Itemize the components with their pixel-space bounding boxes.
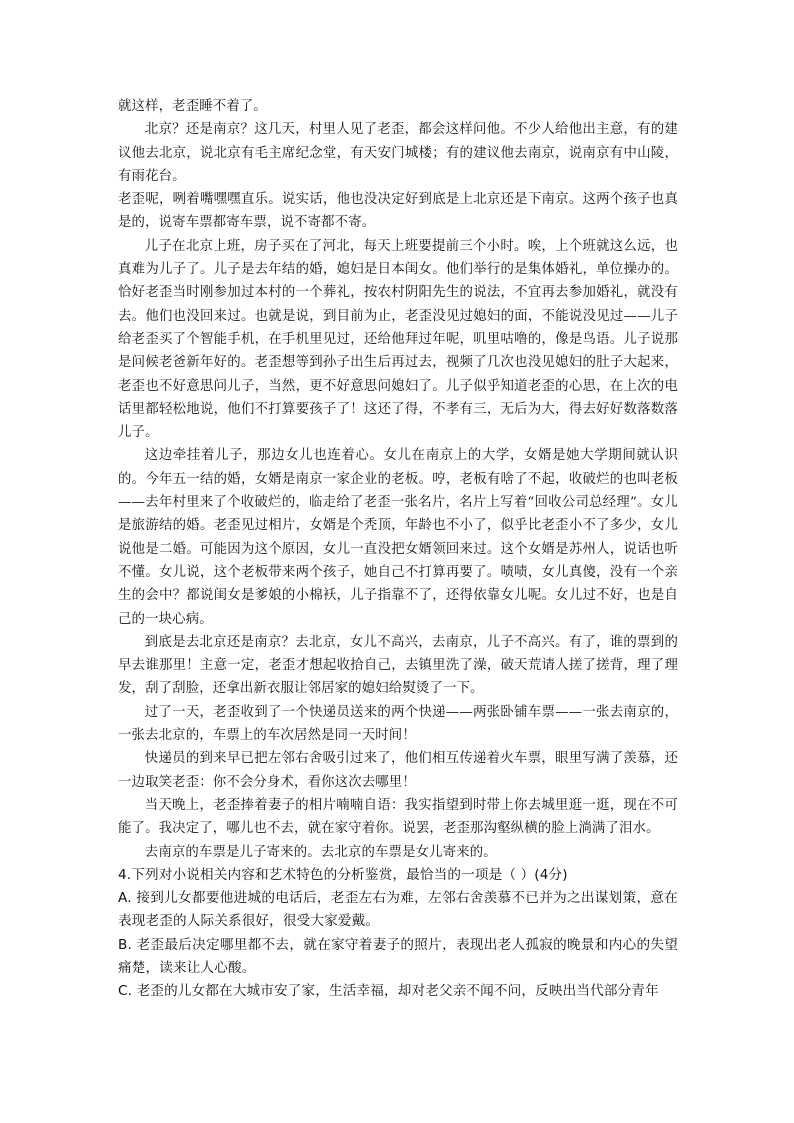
story-paragraph: 过了一天，老歪收到了一个快递员送来的两个快递——两张卧铺车票——一张去南京的，一张去北京的，车票上的车次居然是同一天时间！ [118, 704, 678, 744]
story-paragraph: 儿子在北京上班，房子买在了河北，每天上班要提前三个小时。唉，上个班就这么远，也真难为儿子了。儿子是去年结的婚，媳妇是日本闺女。他们举行的是集体婚礼，单位操办的。恰好老歪当时刚参加过本村的一个葬礼，按农村阴阳先生的说法，不宜再去参加婚礼，就没有去。他们也没回来过。也就是说，到目前为止，老歪没见过媳妇的面，不能说没见过——儿子给老歪买了个智能手机，在手机里见过，还给他拜过年呢，叽里咕噜的，像是鸟语。儿子说那是问候老爸新年好的。老歪想等到孙子出生后再过去，视频了几次也没见媳妇的肚子大起来，老歪也不好意思问儿子，当然，更不好意思问媳妇了。儿子似乎知道老歪的心思，在上次的电话里都轻松地说，他们不打算要孩子了！这还了得，不孝有三，无后为大，得去好好数落数落儿子。 [118, 238, 678, 441]
story-paragraph: 老歪呢，咧着嘴嘿嘿直乐。说实话，他也没决定好到底是上北京还是下南京。这两个孩子也真是的，说寄车票都寄车票，说不寄都不寄。 [118, 192, 678, 231]
story-paragraph: 快递员的到来早已把左邻右舍吸引过来了，他们相互传递着火车票，眼里写满了羡慕，还一边取笑老歪：你不会分身术，看你这次去哪里！ [118, 751, 678, 790]
question-title: 4.下列对小说相关内容和艺术特色的分析鉴赏，最恰当的一项是（ ）(4分) [118, 866, 568, 883]
document-page [118, 95, 678, 1004]
story-paragraph: 这边牵挂着儿子，那边女儿也连着心。女儿在南京上的大学，女婿是她大学期间就认识的。今年五一结的婚，女婿是南京一家企业的老板。哼，老板有啥了不起，收破烂的也叫老板——去年村里来了个收破烂的，临走给了老歪一张名片，名片上写着“回收公司总经理”。女儿是旅游结的婚。老歪见过相片，女婿是个秃顶，年龄也不小了，似乎比老歪小不了多少，女儿说他是二婚。可能因为这个原因，女儿一直没把女婿领回来过。这个女婿是苏州人，说话也听不懂。女儿说，这个老板带来两个孩子，她自己不打算再要了。啧啧，女儿真傻，没有一个亲生的会中？都说闺女是爹娘的小棉袄，儿子指靠不了，还得依靠女儿呢。女儿过不好，也是自己的一块心病。 [118, 448, 678, 627]
option-b: B. 老歪最后决定哪里都不去，就在家守着妻子的照片，表现出老人孤寂的晚景和内心的失望痛楚，读来让人心酸。 [118, 936, 678, 976]
story-paragraph: 当天晚上，老歪捧着妻子的相片喃喃自语：我实指望到时带上你去城里逛一逛，现在不可能了。我决定了，哪儿也不去，就在家守着你。说罢，老歪那沟壑纵横的脸上淌满了泪水。 [118, 797, 678, 837]
story-paragraph: 就这样，老歪睡不着了。 [118, 99, 267, 114]
story-paragraph: 到底是去北京还是南京？去北京，女儿不高兴，去南京，儿子不高兴。有了，谁的票到的早去谁那里！主意一定，老歪才想起收拾自己，去镇里洗了澡，破天荒请人搓了搓背，理了理发，刮了刮脸，还拿出新衣服让邻居家的媳妇给熨烫了一下。 [118, 634, 678, 697]
option-a: A. 接到儿女都要他进城的电话后，老歪左右为难，左邻右舍羡慕不已并为之出谋划策，意在表现老歪的人际关系很好，很受大家爱戴。 [118, 890, 678, 930]
story-body [118, 95, 678, 864]
story-paragraph: 北京？还是南京？这几天，村里人见了老歪，都会这样问他。不少人给他出主意，有的建议他去北京，说北京有毛主席纪念堂，有天安门城楼；有的建议他去南京，说南京有中山陵，有雨花台。 [118, 122, 678, 184]
option-c: C. 老歪的儿女都在大城市安了家，生活幸福，却对老父亲不闻不问，反映出当代部分青年 [118, 983, 659, 1000]
question-block [118, 864, 678, 1004]
story-paragraph: 去南京的车票是儿子寄来的。去北京的车票是女儿寄来的。 [144, 844, 497, 860]
